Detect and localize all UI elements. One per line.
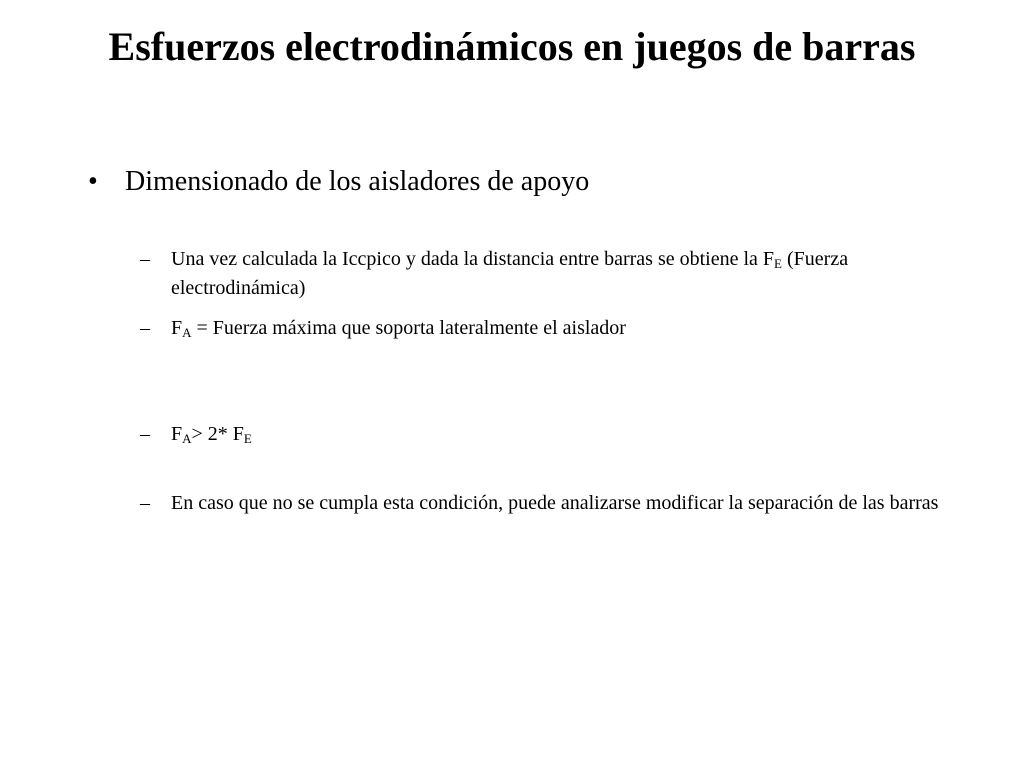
dash-marker: –	[140, 317, 150, 339]
dash-marker: –	[140, 248, 150, 270]
sub-bullet-text: $F_A> 2*$ $F_E$	[171, 423, 252, 446]
dash-marker: –	[140, 423, 150, 445]
sub-bullet-4	[140, 489, 940, 518]
sub-bullet-2	[140, 314, 940, 343]
slide-title: Esfuerzos electrodinámicos en juegos de barras	[108, 24, 916, 69]
dash-marker: –	[140, 492, 150, 514]
bullet-marker: •	[88, 166, 98, 197]
sub-bullet-text: Una vez calculada la Iccpico y dada la distancia entre barras se obtiene la $F_E$ (Fuerza electrodinámica)	[171, 248, 849, 299]
main-bullet-text: Dimensionado de los aisladores de apoyo	[125, 166, 590, 197]
sub-bullet-1	[140, 245, 940, 303]
sub-bullet-text: En caso que no se cumpla esta condición, puede analizarse modificar la separación de las barras	[171, 492, 939, 514]
sub-bullet-text: $F_A$ = Fuerza máxima que soporta lateralmente el aislador	[171, 317, 626, 340]
main-bullet	[88, 164, 589, 200]
sub-bullet-3	[140, 420, 940, 449]
